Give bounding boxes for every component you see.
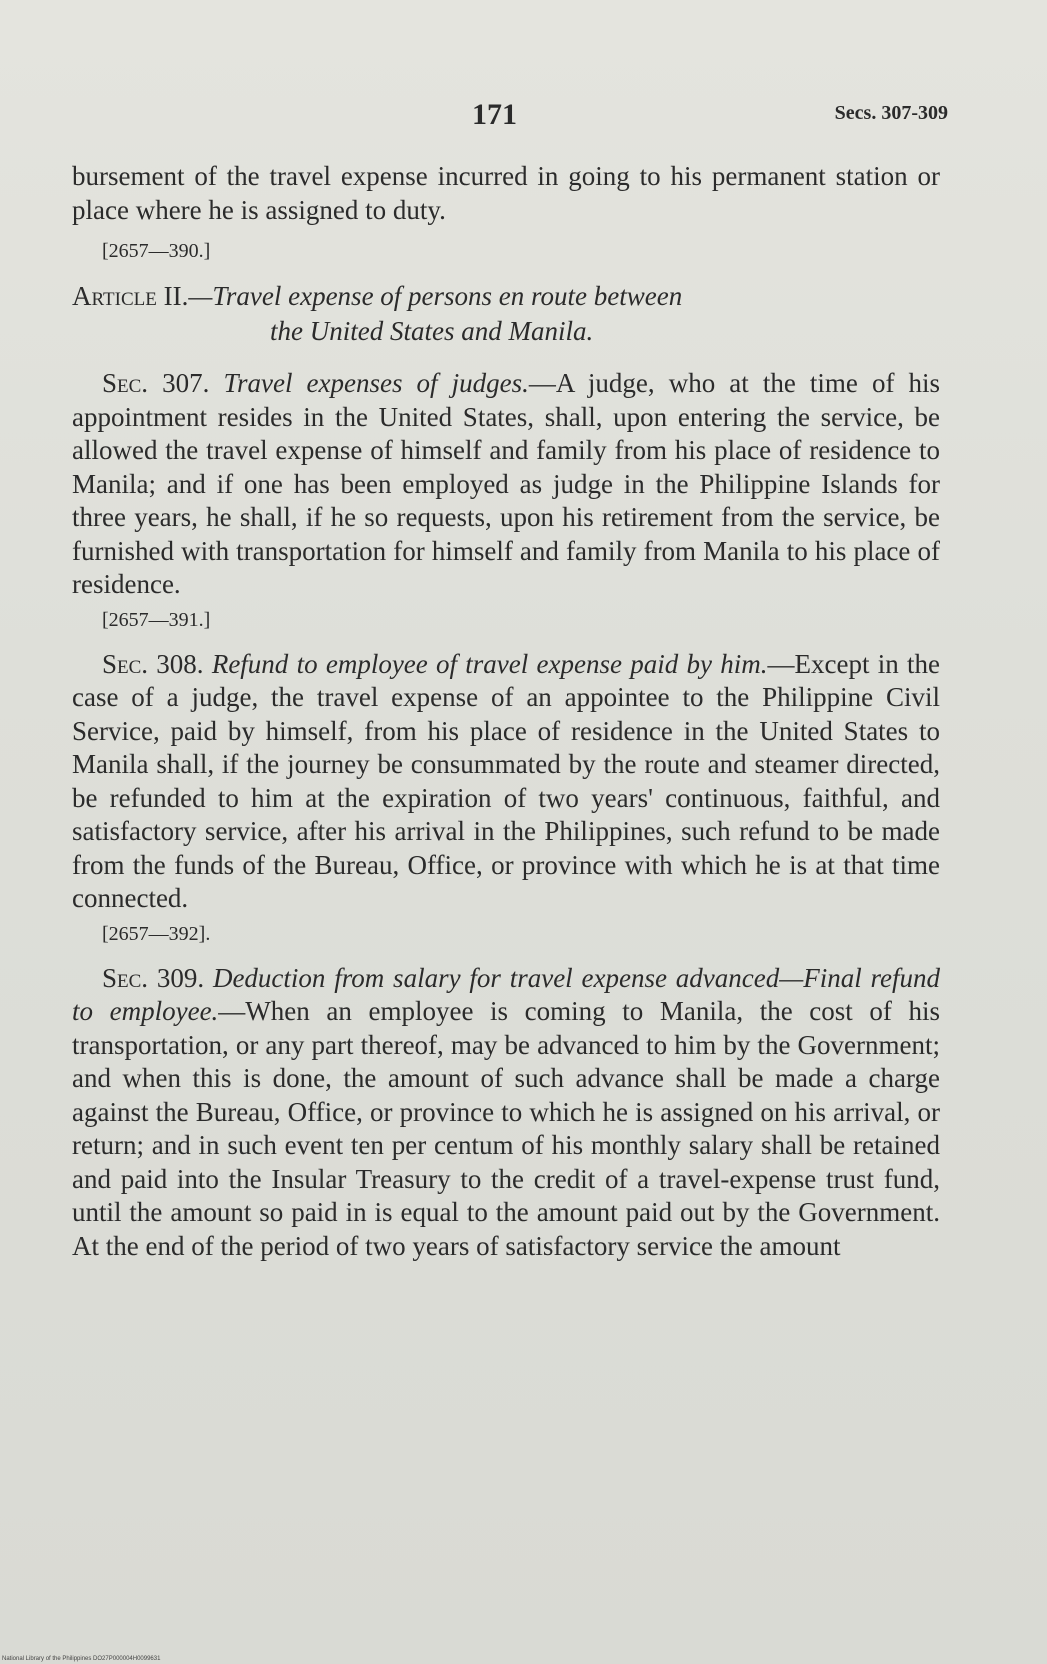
section-308-number: Sec. 308. (102, 648, 204, 679)
section-308-title: Refund to employee of travel expense paid by him. (211, 648, 768, 679)
page-header (72, 98, 948, 142)
section-range: Secs. 307-309 (834, 102, 948, 124)
citation-392: [2657—392]. (102, 922, 211, 945)
article-title-line1: —Travel expense of persons en route between (188, 281, 683, 311)
section-309-text: —When an employee is coming to Manila, the cost of his transportation, or any part thereof, may be advanced to him by the Government; and when this is done, the amount of such advance shall be made a charge against the Bureau, Office, or province to which he is assigned on his arrival, or return; and in such event ten per centum of his monthly salary shall be retained and paid into the Insular Treasury to the credit of a travel-expense trust fund, until the amount so paid in is equal to the amount paid out by the Government. At the end of the period of two years of satisfactory service the amount (72, 996, 940, 1261)
section-309 (72, 962, 940, 1264)
section-307-title: Travel expenses of judges. (223, 368, 529, 398)
article-heading (72, 279, 940, 349)
section-309-number: Sec. 309. (102, 962, 205, 993)
section-309-title: Deduction from salary for travel expense advanced—Final refund to employee. (72, 962, 941, 1026)
section-308 (72, 648, 940, 916)
scan-footer: National Library of the Philippines DO27P000004H0099631 (2, 1656, 161, 1662)
section-307-number: Sec. 307. (102, 368, 210, 398)
article-label: Article II. (72, 281, 189, 311)
citation-391: [2657—391.] (102, 608, 211, 631)
article-title-line2: the United States and Manila. (270, 316, 594, 346)
citation-390: [2657—390.] (102, 240, 211, 262)
section-307-text: —A judge, who at the time of his appointment resides in the United States, shall, upon entering the service, be allowed the travel expense of himself and family from his place of residence to Manila; and if one has been employed as judge in the Philippine Islands for three years, he shall, if he so requests, upon his retirement from the service, be furnished with transportation for himself and family from Manila to his place of residence. (72, 368, 941, 599)
section-308-text: —Except in the case of a judge, the travel expense of an appointee to the Philippine Civil Service, paid by himself, from his place of residence in the United States to Manila shall, if the journey be consummated by the route and steamer directed, be refunded to him at the expiration of two years' continuous, faithful, and satisfactory service, after his arrival in the Philippines, such refund to be made from the funds of the Bureau, Office, or province with which he is at that time connected. (72, 648, 940, 913)
page-body (72, 160, 940, 1263)
section-307 (72, 367, 940, 602)
continuation-paragraph: bursement of the travel expense incurred in going to his permanent station or place where he is assigned to duty. (72, 161, 940, 225)
page-number: 171 (472, 98, 517, 131)
